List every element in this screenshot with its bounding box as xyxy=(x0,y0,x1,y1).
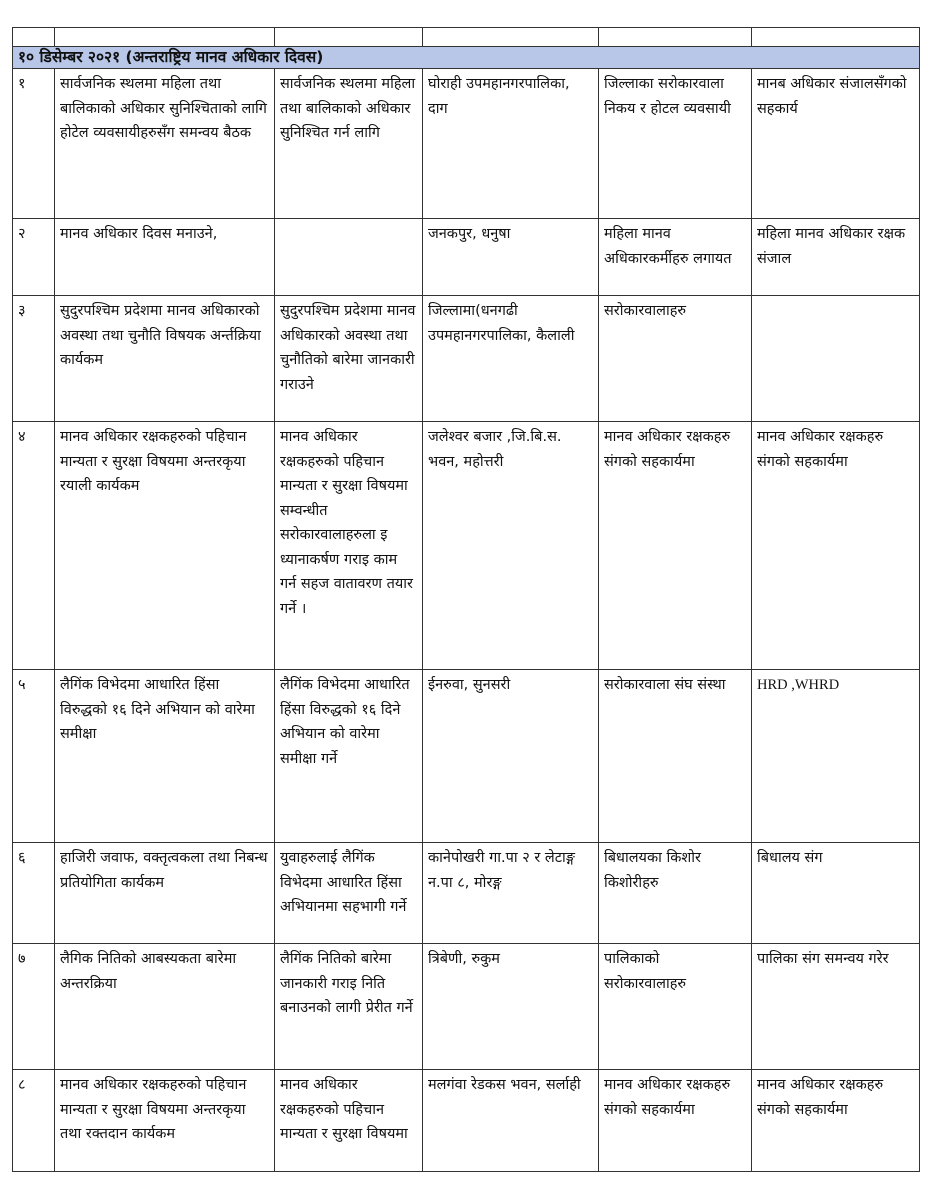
partner-cell: मानब अधिकार संजालसँगको सहकार्य xyxy=(752,69,920,219)
activity-cell: सुदुरपश्चिम प्रदेशमा मानव अधिकारको अवस्था तथा चुनौति विषयक अर्न्तक्रिया कार्यकम xyxy=(55,296,275,422)
table-row xyxy=(13,843,920,944)
spacer-cell xyxy=(275,28,423,47)
row-number: ६ xyxy=(13,843,55,944)
location-cell: ईनरुवा, सुनसरी xyxy=(423,670,599,843)
row-number: ८ xyxy=(13,1070,55,1172)
activity-cell: मानव अधिकार रक्षकहरुको पहिचान मान्यता र सुरक्षा विषयमा अन्तरकृया रयाली कार्यकम xyxy=(55,422,275,670)
location-cell: कानेपोखरी गा.पा २ र लेटाङ्ग न.पा ८, मोरङ्ग xyxy=(423,843,599,944)
table-row xyxy=(13,422,920,670)
row-number: ७ xyxy=(13,944,55,1070)
spacer-cell xyxy=(752,28,920,47)
row-number: ३ xyxy=(13,296,55,422)
row-number: ४ xyxy=(13,422,55,670)
activity-cell: लैगिंक विभेदमा आधारित हिंसा विरुद्धको १६ दिने अभियान को वारेमा समीक्षा xyxy=(55,670,275,843)
partner-cell: पालिका संग समन्वय गरेर xyxy=(752,944,920,1070)
objective-cell: सुदुरपश्चिम प्रदेशमा मानव अधिकारको अवस्था तथा चुनौतिको बारेमा जानकारी गराउने xyxy=(275,296,423,422)
participants-cell: मानव अधिकार रक्षकहरु संगको सहकार्यमा xyxy=(599,1070,752,1172)
row-number: २ xyxy=(13,219,55,296)
section-header-row xyxy=(13,47,920,69)
partner-cell: बिधालय संग xyxy=(752,843,920,944)
location-cell: जलेश्वर बजार ,जि.बि.स. भवन, महोत्तरी xyxy=(423,422,599,670)
participants-cell: बिधालयका किशोर किशोरीहरु xyxy=(599,843,752,944)
partner-cell: HRD ,WHRD xyxy=(752,670,920,843)
participants-cell: पालिकाको सरोकारवालाहरु xyxy=(599,944,752,1070)
participants-cell: सरोकारवालाहरु xyxy=(599,296,752,422)
participants-cell: जिल्लाका सरोकारवाला निकय र होटल व्यवसायी xyxy=(599,69,752,219)
spacer-cell xyxy=(423,28,599,47)
spacer-cell xyxy=(599,28,752,47)
spacer-cell xyxy=(55,28,275,47)
objective-cell: लैगिंक नितिको बारेमा जानकारी गराइ निति बनाउनको लागी प्रेरीत गर्ने xyxy=(275,944,423,1070)
table-row xyxy=(13,944,920,1070)
location-cell: त्रिबेणी, रुकुम xyxy=(423,944,599,1070)
activity-cell: लैगिक नितिको आबस्यकता बारेमा अन्तरक्रिया xyxy=(55,944,275,1070)
participants-cell: मानव अधिकार रक्षकहरु संगको सहकार्यमा xyxy=(599,422,752,670)
partner-cell: मानव अधिकार रक्षकहरु संगको सहकार्यमा xyxy=(752,1070,920,1172)
row-number: १ xyxy=(13,69,55,219)
participants-cell: सरोकारवाला संघ संस्था xyxy=(599,670,752,843)
activity-cell: मानव अधिकार रक्षकहरुको पहिचान मान्यता र सुरक्षा विषयमा अन्तरकृया तथा रक्तदान कार्यकम xyxy=(55,1070,275,1172)
objective-cell: मानव अधिकार रक्षकहरुको पहिचान मान्यता र सुरक्षा विषयमा सम्वन्धीत सरोकारवालाहरुला इ ध्यानाकर्षण गराइ काम गर्न सहज वातावरण तयार गर्ने । xyxy=(275,422,423,670)
location-cell: घोराही उपमहानगरपालिका, दाग xyxy=(423,69,599,219)
objective-cell: लैगिंक विभेदमा आधारित हिंसा विरुद्धको १६ दिने अभियान को वारेमा समीक्षा गर्ने xyxy=(275,670,423,843)
objective-cell: युवाहरुलाई लैगिंक विभेदमा आधारित हिंसा अभियानमा सहभागी गर्ने xyxy=(275,843,423,944)
objective-cell xyxy=(275,219,423,296)
objective-cell: सार्वजनिक स्थलमा महिला तथा बालिकाको अधिकार सुनिश्चित गर्न लागि xyxy=(275,69,423,219)
participants-cell: महिला मानव अधिकारकर्मीहरु लगायत xyxy=(599,219,752,296)
activity-cell: मानव अधिकार दिवस मनाउने, xyxy=(55,219,275,296)
partner-cell: मानव अधिकार रक्षकहरु संगको सहकार्यमा xyxy=(752,422,920,670)
partner-cell xyxy=(752,296,920,422)
table-row xyxy=(13,219,920,296)
location-cell: जनकपुर, धनुषा xyxy=(423,219,599,296)
location-cell: जिल्लामा(धनगढी उपमहानगरपालिका, कैलाली xyxy=(423,296,599,422)
table-row xyxy=(13,69,920,219)
activity-cell: हाजिरी जवाफ, वक्तृत्वकला तथा निबन्ध प्रतियोगिता कार्यकम xyxy=(55,843,275,944)
partner-cell: महिला मानव अधिकार रक्षक संजाल xyxy=(752,219,920,296)
activity-cell: सार्वजनिक स्थलमा महिला तथा बालिकाको अधिकार सुनिश्चिताको लागि होटेल व्यवसायीहरुसँग समन्वय बैठक xyxy=(55,69,275,219)
row-number: ५ xyxy=(13,670,55,843)
schedule-table xyxy=(12,27,920,1172)
spacer-cell xyxy=(13,28,55,47)
table-row xyxy=(13,296,920,422)
location-cell: मलगंवा रेडकस भवन, सर्लाही xyxy=(423,1070,599,1172)
objective-cell: मानव अधिकार रक्षकहरुको पहिचान मान्यता र सुरक्षा विषयमा xyxy=(275,1070,423,1172)
section-title: १० डिसेम्बर २०२१ (अन्तराष्ट्रिय मानव अधिकार दिवस) xyxy=(13,47,920,69)
table-row xyxy=(13,1070,920,1172)
header-spacer-row xyxy=(13,28,920,47)
table-row xyxy=(13,670,920,843)
